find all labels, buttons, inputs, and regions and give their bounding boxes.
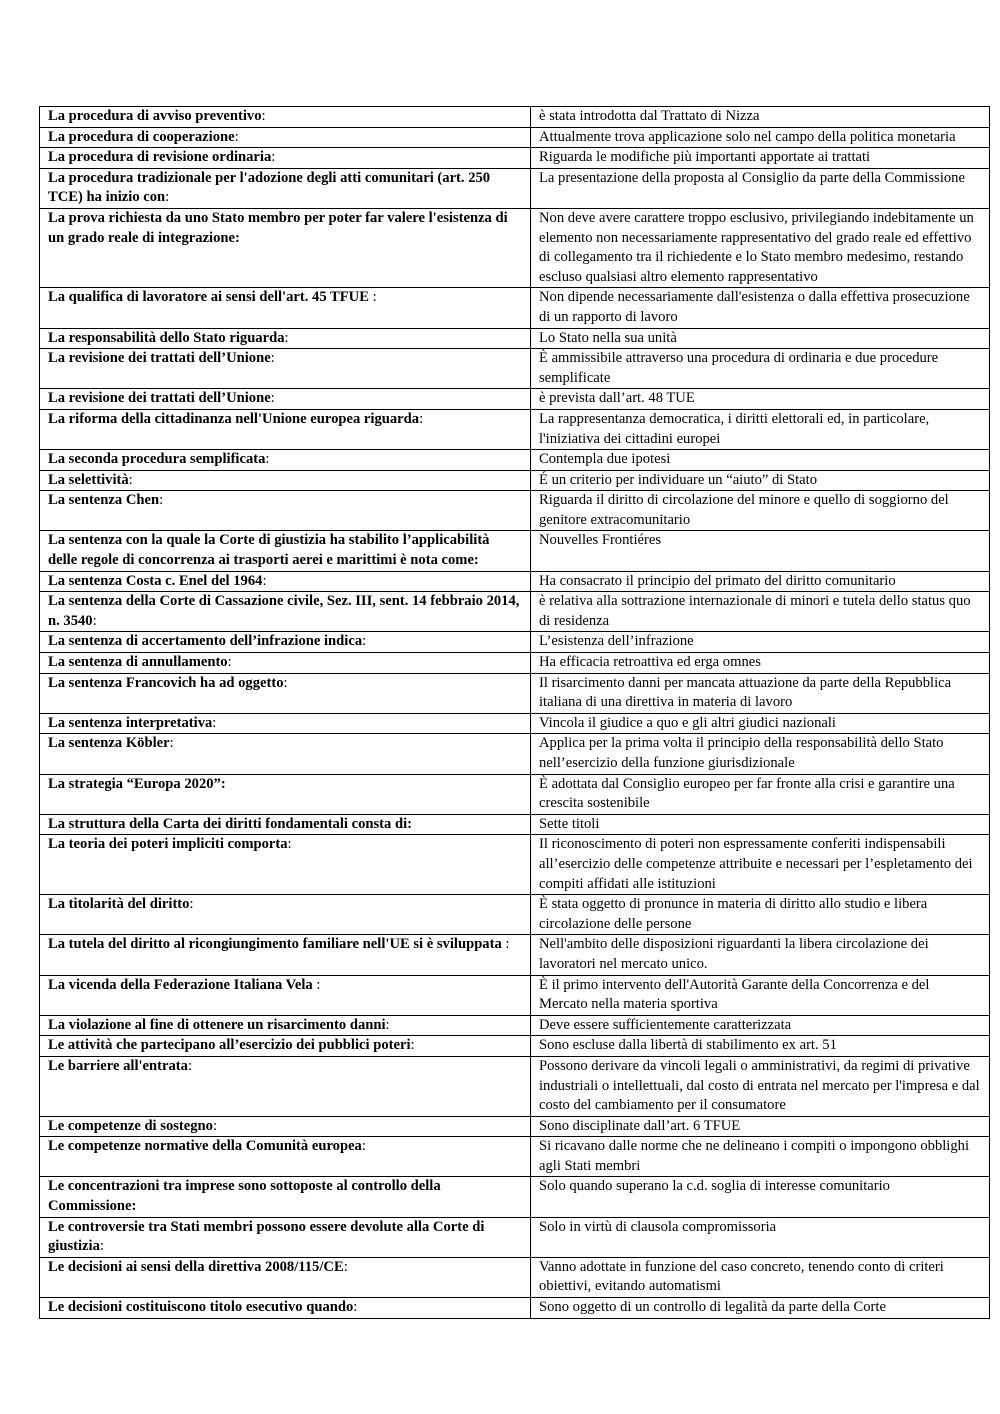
- question-cell: [40, 1298, 531, 1319]
- table-row: [40, 1116, 990, 1137]
- question-text: La vicenda della Federazione Italiana Vela: [48, 976, 313, 993]
- question-text: La prova richiesta da uno Stato membro per poter far valere l'esistenza di un grado reale di integrazione:: [48, 209, 508, 246]
- answer-cell: Sette titoli: [531, 814, 990, 835]
- question-text: La sentenza Chen: [48, 492, 160, 509]
- answer-cell: Attualmente trova applicazione solo nel campo della politica monetaria: [531, 127, 990, 148]
- question-separator: :: [165, 189, 170, 206]
- question-cell: [40, 653, 531, 674]
- answer-cell: Ha consacrato il principio del primato del diritto comunitario: [531, 571, 990, 592]
- question-text: Le competenze di sostegno: [48, 1117, 213, 1134]
- answer-cell: Riguarda le modifiche più importanti apportate ai trattati: [531, 148, 990, 169]
- question-cell: [40, 409, 531, 449]
- question-text: Le controversie tra Stati membri possono essere devolute alla Corte di giustizia: [48, 1218, 485, 1255]
- answer-cell: è stata introdotta dal Trattato di Nizza: [531, 107, 990, 128]
- answer-cell: Deve essere sufficientemente caratterizzata: [531, 1015, 990, 1036]
- answer-cell: É un criterio per individuare un “aiuto” di Stato: [531, 470, 990, 491]
- question-separator: :: [501, 936, 510, 953]
- table-row: [40, 1217, 990, 1257]
- question-cell: [40, 491, 531, 531]
- question-cell: [40, 1177, 531, 1217]
- table-row: [40, 814, 990, 835]
- question-separator: :: [128, 471, 133, 488]
- table-row: [40, 349, 990, 389]
- answer-cell: Applica per la prima volta il principio della responsabilità dello Stato nell’esercizio della funzione giurisdizionale: [531, 734, 990, 774]
- table-row: [40, 935, 990, 975]
- table-row: [40, 409, 990, 449]
- answer-cell: Sono oggetto di un controllo di legalità da parte della Corte: [531, 1298, 990, 1319]
- answer-cell: Lo Stato nella sua unità: [531, 328, 990, 349]
- question-text: La sentenza Köbler: [48, 735, 170, 752]
- question-text: La procedura tradizionale per l'adozione degli atti comunitari (art. 250 TCE) ha inizio con: [48, 169, 491, 206]
- question-separator: :: [212, 714, 217, 731]
- question-text: Le decisioni costituiscono titolo esecutivo quando: [48, 1299, 354, 1316]
- question-separator: :: [410, 1037, 415, 1054]
- answer-cell: È adottata dal Consiglio europeo per far fronte alla crisi e garantire una crescita sostenibile: [531, 774, 990, 814]
- question-cell: [40, 1056, 531, 1116]
- question-text: La sentenza di accertamento dell’infrazione indica: [48, 633, 363, 650]
- question-separator: :: [419, 410, 424, 427]
- answer-cell: Possono derivare da vincoli legali o amministrativi, da regimi di privative industriali o intellettuali, dal costo di entrata nel mercato per l'impresa e dal costo del cambiamento per il consumatore: [531, 1056, 990, 1116]
- answer-cell: Ha efficacia retroattiva ed erga omnes: [531, 653, 990, 674]
- answer-cell: Sono escluse dalla libertà di stabilimento ex art. 51: [531, 1036, 990, 1057]
- question-separator: :: [353, 1299, 358, 1316]
- table-row: [40, 127, 990, 148]
- answer-cell: è relativa alla sottrazione internazionale di minori e tutela dello status quo di residenza: [531, 592, 990, 632]
- answer-cell: Riguarda il diritto di circolazione del minore e quello di soggiorno del genitore extracomunitario: [531, 491, 990, 531]
- question-cell: [40, 1137, 531, 1177]
- table-row: [40, 1137, 990, 1177]
- question-text: Le decisioni ai sensi della direttiva 2008/115/CE: [48, 1258, 344, 1275]
- question-cell: [40, 1257, 531, 1297]
- answer-cell: La presentazione della proposta al Consiglio da parte della Commissione: [531, 168, 990, 208]
- question-text: La riforma della cittadinanza nell'Unione europea riguarda: [48, 410, 420, 427]
- table-row: [40, 531, 990, 571]
- answer-cell: Contempla due ipotesi: [531, 450, 990, 471]
- answer-cell: Nell'ambito delle disposizioni riguardanti la libera circolazione dei lavoratori nel mercato unico.: [531, 935, 990, 975]
- question-text: La sentenza interpretativa: [48, 714, 213, 731]
- question-separator: :: [283, 674, 288, 691]
- question-cell: [40, 1116, 531, 1137]
- question-cell: [40, 835, 531, 895]
- answer-cell: Il riconoscimento di poteri non espressamente conferiti indispensabili all’esercizio delle competenze attribuite e necessari per l’espletamento dei compiti affidati alle istituzioni: [531, 835, 990, 895]
- question-cell: [40, 774, 531, 814]
- question-text: La sentenza della Corte di Cassazione civile, Sez. III, sent. 14 febbraio 2014, n. 3540: [48, 593, 520, 629]
- question-text: La revisione dei trattati dell’Unione: [48, 390, 271, 407]
- question-cell: [40, 734, 531, 774]
- question-separator: :: [92, 612, 97, 629]
- question-text: La seconda procedura semplificata: [48, 451, 266, 468]
- question-separator: :: [227, 654, 232, 671]
- answer-cell: Solo quando superano la c.d. soglia di interesse comunitario: [531, 1177, 990, 1217]
- question-text: La procedura di avviso preventivo: [48, 108, 262, 124]
- answer-cell: È stata oggetto di pronunce in materia di diritto allo studio e libera circolazione delle persone: [531, 895, 990, 935]
- question-text: La sentenza di annullamento: [48, 654, 228, 671]
- question-separator: :: [265, 451, 270, 468]
- question-text: La procedura di revisione ordinaria: [48, 149, 272, 166]
- table-row: [40, 673, 990, 713]
- table-row: [40, 653, 990, 674]
- answer-cell: è prevista dall’art. 48 TUE: [531, 389, 990, 410]
- table-row: [40, 1298, 990, 1319]
- question-separator: :: [312, 976, 321, 993]
- question-cell: [40, 713, 531, 734]
- table-row: [40, 1015, 990, 1036]
- question-cell: [40, 288, 531, 328]
- question-cell: [40, 168, 531, 208]
- question-separator: :: [169, 735, 174, 752]
- table-row: [40, 168, 990, 208]
- question-separator: :: [159, 492, 164, 509]
- question-cell: [40, 571, 531, 592]
- question-cell: [40, 349, 531, 389]
- question-text: La titolarità del diritto: [48, 896, 190, 913]
- question-separator: :: [271, 149, 276, 166]
- question-cell: [40, 1015, 531, 1036]
- question-text: La revisione dei trattati dell’Unione: [48, 350, 271, 367]
- question-text: La procedura di cooperazione: [48, 128, 235, 145]
- question-cell: [40, 450, 531, 471]
- question-text: La strategia “Europa 2020”:: [48, 775, 226, 792]
- question-cell: [40, 531, 531, 571]
- question-separator: :: [261, 108, 266, 124]
- table-row: [40, 835, 990, 895]
- question-separator: :: [343, 1258, 348, 1275]
- table-row: [40, 1036, 990, 1057]
- question-cell: [40, 127, 531, 148]
- answer-cell: Il risarcimento danni per mancata attuazione da parte della Repubblica italiana di una direttiva in materia di lavoro: [531, 673, 990, 713]
- question-separator: :: [362, 633, 367, 650]
- question-cell: [40, 592, 531, 632]
- question-separator: :: [262, 572, 267, 589]
- answer-cell: È il primo intervento dell'Autorità Garante della Concorrenza e del Mercato nella materia sportiva: [531, 975, 990, 1015]
- question-text: Le competenze normative della Comunità europea: [48, 1138, 362, 1155]
- table-row: [40, 895, 990, 935]
- table-row: [40, 470, 990, 491]
- question-text: La sentenza con la quale la Corte di giustizia ha stabilito l’applicabilità delle regole di concorrenza ai trasporti aerei e marittimi è nota come:: [48, 532, 490, 569]
- table-row: [40, 734, 990, 774]
- question-cell: [40, 389, 531, 410]
- answer-cell: Solo in virtù di clausola compromissoria: [531, 1217, 990, 1257]
- table-row: [40, 592, 990, 632]
- table-row: [40, 491, 990, 531]
- question-separator: :: [270, 350, 275, 367]
- answer-cell: Non deve avere carattere troppo esclusivo, privilegiando indebitamente un elemento non necessariamente rappresentativo del grado reale ed effettivo di collegamento tra il richiedente e lo Stato membro medesimo, restando escluso qualsiasi altro elemento rappresentativo: [531, 208, 990, 287]
- question-text: La struttura della Carta dei diritti fondamentali consta di:: [48, 815, 413, 832]
- table-row: [40, 389, 990, 410]
- question-text: Le barriere all'entrata: [48, 1057, 188, 1074]
- table-row: [40, 288, 990, 328]
- question-cell: [40, 470, 531, 491]
- question-separator: :: [99, 1238, 104, 1255]
- table-row: [40, 713, 990, 734]
- question-cell: [40, 208, 531, 287]
- question-text: La qualifica di lavoratore ai sensi dell'art. 45 TFUE: [48, 289, 369, 306]
- question-text: La sentenza Costa c. Enel del 1964: [48, 572, 263, 589]
- question-separator: :: [287, 836, 292, 853]
- question-cell: [40, 1217, 531, 1257]
- question-text: La selettività: [48, 471, 129, 488]
- question-text: La tutela del diritto al ricongiungimento familiare nell'UE si è sviluppata: [48, 936, 502, 953]
- question-cell: [40, 673, 531, 713]
- answer-cell: È ammissibile attraverso una procedura di ordinaria e due procedure semplificate: [531, 349, 990, 389]
- question-separator: :: [361, 1138, 366, 1155]
- table-row: [40, 208, 990, 287]
- question-separator: :: [189, 896, 194, 913]
- question-text: La violazione al fine di ottenere un risarcimento danni: [48, 1016, 386, 1033]
- question-separator: :: [270, 390, 275, 407]
- question-separator: :: [284, 329, 289, 346]
- qa-table-body: [40, 107, 990, 1319]
- question-text: La responsabilità dello Stato riguarda: [48, 329, 285, 346]
- question-text: La teoria dei poteri impliciti comporta: [48, 836, 288, 853]
- table-row: [40, 975, 990, 1015]
- table-row: [40, 1257, 990, 1297]
- question-cell: [40, 328, 531, 349]
- question-separator: :: [212, 1117, 218, 1134]
- question-text: La sentenza Francovich ha ad oggetto: [48, 674, 284, 691]
- answer-cell: La rappresentanza democratica, i diritti elettorali ed, in particolare, l'iniziativa dei cittadini europei: [531, 409, 990, 449]
- table-row: [40, 148, 990, 169]
- table-row: [40, 328, 990, 349]
- table-row: [40, 1056, 990, 1116]
- question-cell: [40, 895, 531, 935]
- answer-cell: Vanno adottate in funzione del caso concreto, tenendo conto di criteri obiettivi, evitando automatismi: [531, 1257, 990, 1297]
- table-row: [40, 774, 990, 814]
- table-row: [40, 1177, 990, 1217]
- qa-table: [39, 106, 990, 1319]
- table-row: [40, 632, 990, 653]
- question-cell: [40, 975, 531, 1015]
- question-cell: [40, 935, 531, 975]
- question-cell: [40, 148, 531, 169]
- question-cell: [40, 632, 531, 653]
- table-row: [40, 107, 990, 128]
- answer-cell: Non dipende necessariamente dall'esistenza o dalla effettiva prosecuzione di un rapporto di lavoro: [531, 288, 990, 328]
- question-cell: [40, 814, 531, 835]
- answer-cell: Si ricavano dalle norme che ne delineano i compiti o impongono obblighi agli Stati membri: [531, 1137, 990, 1177]
- table-row: [40, 571, 990, 592]
- question-cell: [40, 107, 531, 128]
- question-separator: :: [385, 1016, 390, 1033]
- answer-cell: Nouvelles Frontiéres: [531, 531, 990, 571]
- question-cell: [40, 1036, 531, 1057]
- question-text: Le concentrazioni tra imprese sono sottoposte al controllo della Commissione:: [48, 1178, 441, 1215]
- answer-cell: L’esistenza dell’infrazione: [531, 632, 990, 653]
- question-separator: :: [368, 289, 377, 306]
- answer-cell: Vincola il giudice a quo e gli altri giudici nazionali: [531, 713, 990, 734]
- question-text: Le attività che partecipano all’esercizio dei pubblici poteri: [48, 1037, 411, 1054]
- answer-cell: Sono disciplinate dall’art. 6 TFUE: [531, 1116, 990, 1137]
- question-separator: :: [234, 128, 239, 145]
- table-row: [40, 450, 990, 471]
- question-separator: :: [187, 1057, 193, 1074]
